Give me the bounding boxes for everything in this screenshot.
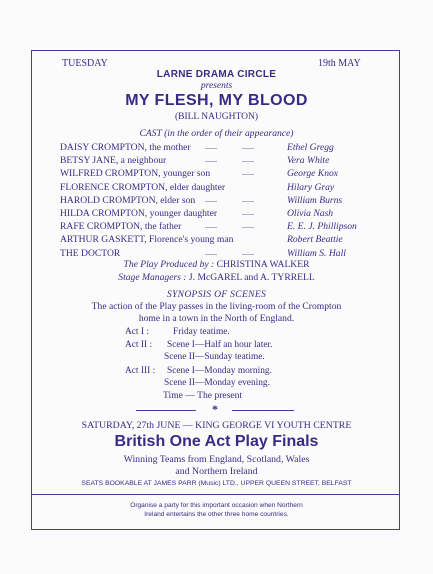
time-line: Time — The present [163,390,243,401]
cast-actor: E. E. J. Phillipson [287,221,357,233]
leader-dots: ...... [242,247,254,257]
finals-teams-line-1: Winning Teams from England, Scotland, Wales [123,454,310,465]
cast-row [60,221,360,234]
cast-row [60,234,360,247]
cast-actor: George Knox [287,168,339,180]
cast-row [60,155,360,168]
act-description: Scene II—Monday evening. [164,378,270,388]
leader-dots: ...... [205,221,217,231]
cast-actor: Robert Beattie [287,234,343,246]
cast-actor: William S. Hall [287,247,346,259]
cast-role: RAFE CROMPTON, the father [60,221,182,233]
synopsis-heading: SYNOPSIS OF SCENES [166,289,267,300]
cast-row [60,208,360,221]
cast-role: HILDA CROMPTON, younger daughter [60,208,218,219]
divider-rule-right [232,410,294,411]
leader-dots: ...... [205,194,217,204]
finals-title: British One Act Play Finals [114,433,319,450]
leader-dots: ...... [242,168,254,178]
act-label: Act II : [125,340,153,350]
cast-row [60,195,360,208]
play-title: MY FLESH, MY BLOOD [125,92,308,109]
synopsis-line-2: home in a town in the North of England. [138,313,295,324]
cast-role: THE DOCTOR [60,247,121,259]
leader-dots: ...... [242,208,254,217]
cast-role: ARTHUR GASKETT, Florence's young man [60,234,234,246]
leader-dots: ...... [205,142,217,151]
cast-actor: Ethel Gregg [287,142,334,153]
act-description: Scene I—Monday morning. [167,366,272,376]
cast-role: WILFRED CROMPTON, younger son [60,168,211,180]
act-description: Friday teatime. [173,327,230,337]
leader-dots: ...... [242,194,254,204]
leader-dots: ...... [205,155,217,165]
organise-line-2: Ireland entertains the other three home countries. [144,511,289,518]
producer-line [0,259,433,270]
stage-managers-label: Stage Managers : [118,272,187,283]
leader-dots: ...... [242,142,254,151]
seats-bookable-text: SEATS BOOKABLE AT JAMES PARR (Music) LTD., UPPER QUEEN STREET, BELFAST [81,480,352,487]
leader-dots: ...... [242,221,254,231]
cast-actor: Olivia Nash [287,208,334,219]
day-label: TUESDAY [62,58,108,69]
cast-actor: William Burns [287,194,343,206]
cast-role: DAISY CROMPTON, the mother [60,142,191,153]
cast-role: HAROLD CROMPTON, elder son [60,194,196,206]
author-name: (BILL NAUGHTON) [174,112,259,122]
stage-managers-line [0,272,433,283]
producer-name: CHRISTINA WALKER [216,259,310,270]
leader-dots: ...... [242,155,254,165]
cast-actor: Vera White [287,155,330,167]
act-description: Scene II—Sunday teatime. [164,352,265,362]
cast-row [60,168,360,181]
cast-row [60,182,360,195]
presents-text: presents [200,81,233,91]
stage-managers-names: J. McGAREL and A. TYRRELL [188,272,315,283]
divider-star: * [212,402,218,416]
presenter-name: LARNE DRAMA CIRCLE [156,69,277,80]
leader-dots: ...... [205,247,217,257]
act-description: Scene I—Half an hour later. [167,340,273,350]
date-label: 19th MAY [318,58,361,69]
cast-actor: Hilary Gray [287,181,335,193]
finals-date-line: SATURDAY, 27th JUNE — KING GEORGE VI YOUTH CENTRE [81,420,352,431]
divider-rule-left [136,410,196,411]
producer-label: The Play Produced by : [123,259,215,270]
organise-line-1: Organise a party for this important occasion when Northern [130,502,303,509]
act-label: Act I : [125,327,149,337]
finals-teams-line-2: and Northern Ireland [175,466,258,477]
cast-heading: CAST (in the order of their appearance) [139,128,294,139]
cast-row [60,142,360,155]
cast-role: BETSY JANE, a neighbour [60,155,167,167]
act-label: Act III : [125,366,156,376]
cast-role: FLORENCE CROMPTON, elder daughter [60,181,226,193]
footer-rule [32,494,399,495]
synopsis-line-1: The action of the Play passes in the living-room of the Crompton [91,301,342,312]
